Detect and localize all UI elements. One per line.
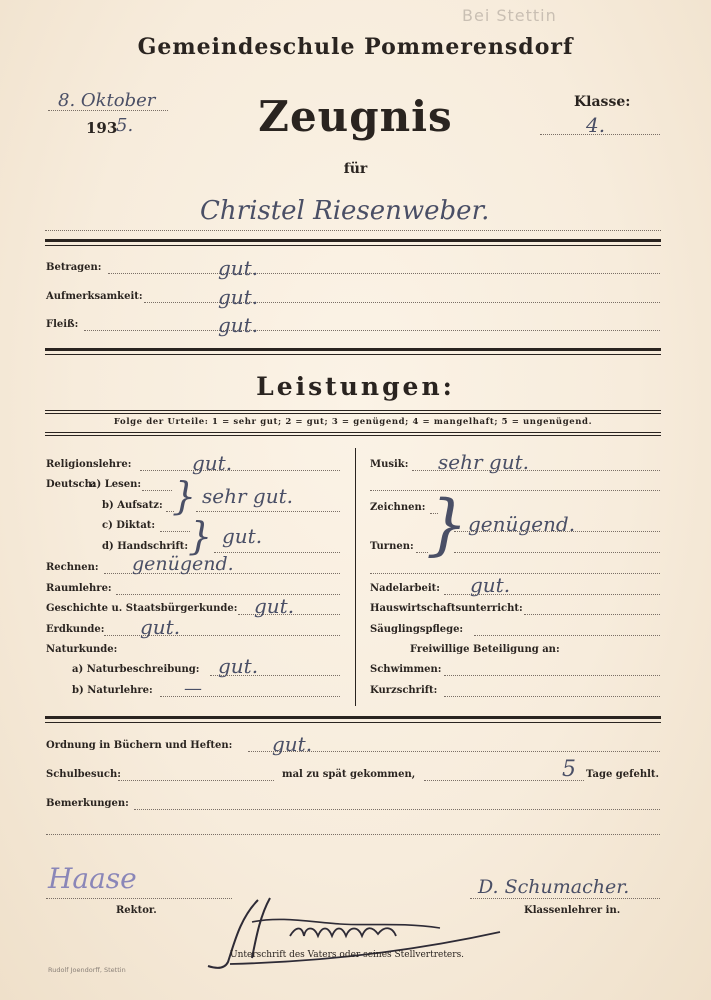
school-name: Gemeindeschule Pommerensdorf <box>137 34 574 60</box>
schulbesuch-mid: mal zu spät gekommen, <box>282 769 416 780</box>
aufsatz-label: b) Aufsatz: <box>102 500 163 511</box>
date-year-prefix: 193 <box>86 119 118 137</box>
deutsch-grade-ab: sehr gut. <box>202 484 293 508</box>
pencil-note: Bei Stettin <box>462 6 557 25</box>
schulbesuch-end: Tage gefehlt. <box>586 769 659 780</box>
religion-label: Religionslehre: <box>46 459 132 470</box>
zeichnen-label: Zeichnen: <box>370 502 426 513</box>
klasse-label: Klasse: <box>574 94 631 110</box>
scale-top-rule-2 <box>45 413 661 414</box>
nadelarbeit-value: gut. <box>470 573 511 597</box>
aufmerksamkeit-value: gut. <box>218 285 259 309</box>
brace-zeichnen-turnen: } <box>426 486 468 563</box>
geschichte-label: Geschichte u. Staatsbürgerkunde: <box>46 603 238 614</box>
saeuglingspflege-label: Säuglingspflege: <box>370 624 464 635</box>
column-divider <box>355 448 356 706</box>
document-title: Zeugnis <box>258 92 453 141</box>
naturkunde-label: Naturkunde: <box>46 644 118 655</box>
divider-rule-thin <box>45 245 661 246</box>
religion-line <box>140 470 340 471</box>
schwimmen-line <box>444 675 660 676</box>
bemerkungen-label: Bemerkungen: <box>46 798 129 809</box>
schulbesuch-line-1 <box>118 780 274 781</box>
schwimmen-label: Schwimmen: <box>370 664 442 675</box>
brace-lesen-aufsatz: } <box>172 474 197 518</box>
lesen-label: a) Lesen: <box>90 479 142 490</box>
kurzschrift-line <box>444 696 660 697</box>
divider-rule <box>45 239 661 242</box>
parent-signature-label: Unterschrift des Vaters oder seines Stellvertreters. <box>230 950 465 960</box>
erdkunde-label: Erdkunde: <box>46 624 105 635</box>
bemerkungen-line-1 <box>134 809 660 810</box>
schulbesuch-label: Schulbesuch: <box>46 769 121 780</box>
deutsch-label: Deutsch: <box>46 479 96 490</box>
rechnen-label: Rechnen: <box>46 562 99 573</box>
musik-label: Musik: <box>370 459 409 470</box>
divider-rule-thin <box>45 354 661 355</box>
turnen-extra-line <box>454 552 660 553</box>
hauswirtschaft-label: Hauswirtschaftsunterricht: <box>370 603 523 614</box>
betragen-line <box>108 273 660 274</box>
turnen-label: Turnen: <box>370 541 414 552</box>
date-year-digit: 5. <box>116 115 134 136</box>
musik-extra-line <box>370 490 660 491</box>
geschichte-value: gut. <box>254 594 295 618</box>
date-day-month: 8. Oktober <box>58 90 156 111</box>
betragen-value: gut. <box>218 256 259 280</box>
blank-line <box>370 573 660 574</box>
lehrer-label: Klassenlehrer in. <box>524 905 621 916</box>
saeuglingspflege-line <box>474 635 660 636</box>
ordnung-value: gut. <box>272 732 313 756</box>
scale-top-rule <box>45 410 661 411</box>
naturbeschreibung-value: gut. <box>218 654 259 678</box>
parent-signature <box>200 892 510 976</box>
scale-bottom-rule-2 <box>45 435 661 436</box>
aufsatz-line-2 <box>196 511 340 512</box>
name-line <box>45 230 661 231</box>
rechnen-value: genügend. <box>132 553 234 575</box>
handschrift-label: d) Handschrift: <box>102 541 189 552</box>
fleiss-label: Fleiß: <box>46 319 79 330</box>
fleiss-value: gut. <box>218 313 259 337</box>
klasse-line <box>540 134 660 135</box>
naturbeschreibung-label: a) Naturbeschreibung: <box>72 664 200 675</box>
grading-scale: Folge der Urteile: 1 = sehr gut; 2 = gut; 3 = genügend; 4 = mangelhaft; 5 = ungenügend. <box>113 417 593 427</box>
diktat-line <box>160 531 190 532</box>
fleiss-line <box>84 330 660 331</box>
leistungen-heading: Leistungen: <box>256 372 455 401</box>
raumlehre-line <box>116 594 340 595</box>
student-name: Christel Riesenweber. <box>200 196 490 226</box>
freiwillig-label: Freiwillige Beteiligung an: <box>410 644 560 655</box>
lesen-line <box>142 490 172 491</box>
betragen-label: Betragen: <box>46 262 102 273</box>
schulbesuch-line-2 <box>424 780 584 781</box>
diktat-label: c) Diktat: <box>102 520 156 531</box>
kurzschrift-label: Kurzschrift: <box>370 685 438 696</box>
divider-rule <box>45 348 661 351</box>
naturlehre-value: — <box>184 678 202 699</box>
raumlehre-label: Raumlehre: <box>46 583 112 594</box>
deutsch-grade-cd: gut. <box>222 524 263 548</box>
lehrer-signature: D. Schumacher. <box>478 876 630 898</box>
religion-value: gut. <box>192 451 233 475</box>
rektor-signature: Haase <box>48 862 137 895</box>
divider-rule <box>45 716 661 719</box>
brace-diktat-handschrift: } <box>188 514 213 558</box>
scale-bottom-rule <box>45 432 661 433</box>
naturlehre-label: b) Naturlehre: <box>72 685 153 696</box>
printer-imprint: Rudolf Joendorff, Stettin <box>48 966 126 974</box>
fuer-label: für <box>343 161 368 177</box>
rektor-label: Rektor. <box>116 905 157 916</box>
klasse-value: 4. <box>586 113 606 137</box>
bemerkungen-line-2 <box>46 834 660 835</box>
musik-value: sehr gut. <box>438 450 529 474</box>
zeichnen-turnen-grade: genügend. <box>468 512 576 536</box>
zeichnen-turnen-line <box>454 531 660 532</box>
divider-rule-thin <box>45 722 661 723</box>
schulbesuch-days: 5 <box>562 757 576 782</box>
ordnung-label: Ordnung in Büchern und Heften: <box>46 740 233 751</box>
erdkunde-value: gut. <box>140 615 181 639</box>
hauswirtschaft-line <box>524 614 660 615</box>
nadelarbeit-label: Nadelarbeit: <box>370 583 440 594</box>
aufmerksamkeit-label: Aufmerksamkeit: <box>46 291 143 302</box>
